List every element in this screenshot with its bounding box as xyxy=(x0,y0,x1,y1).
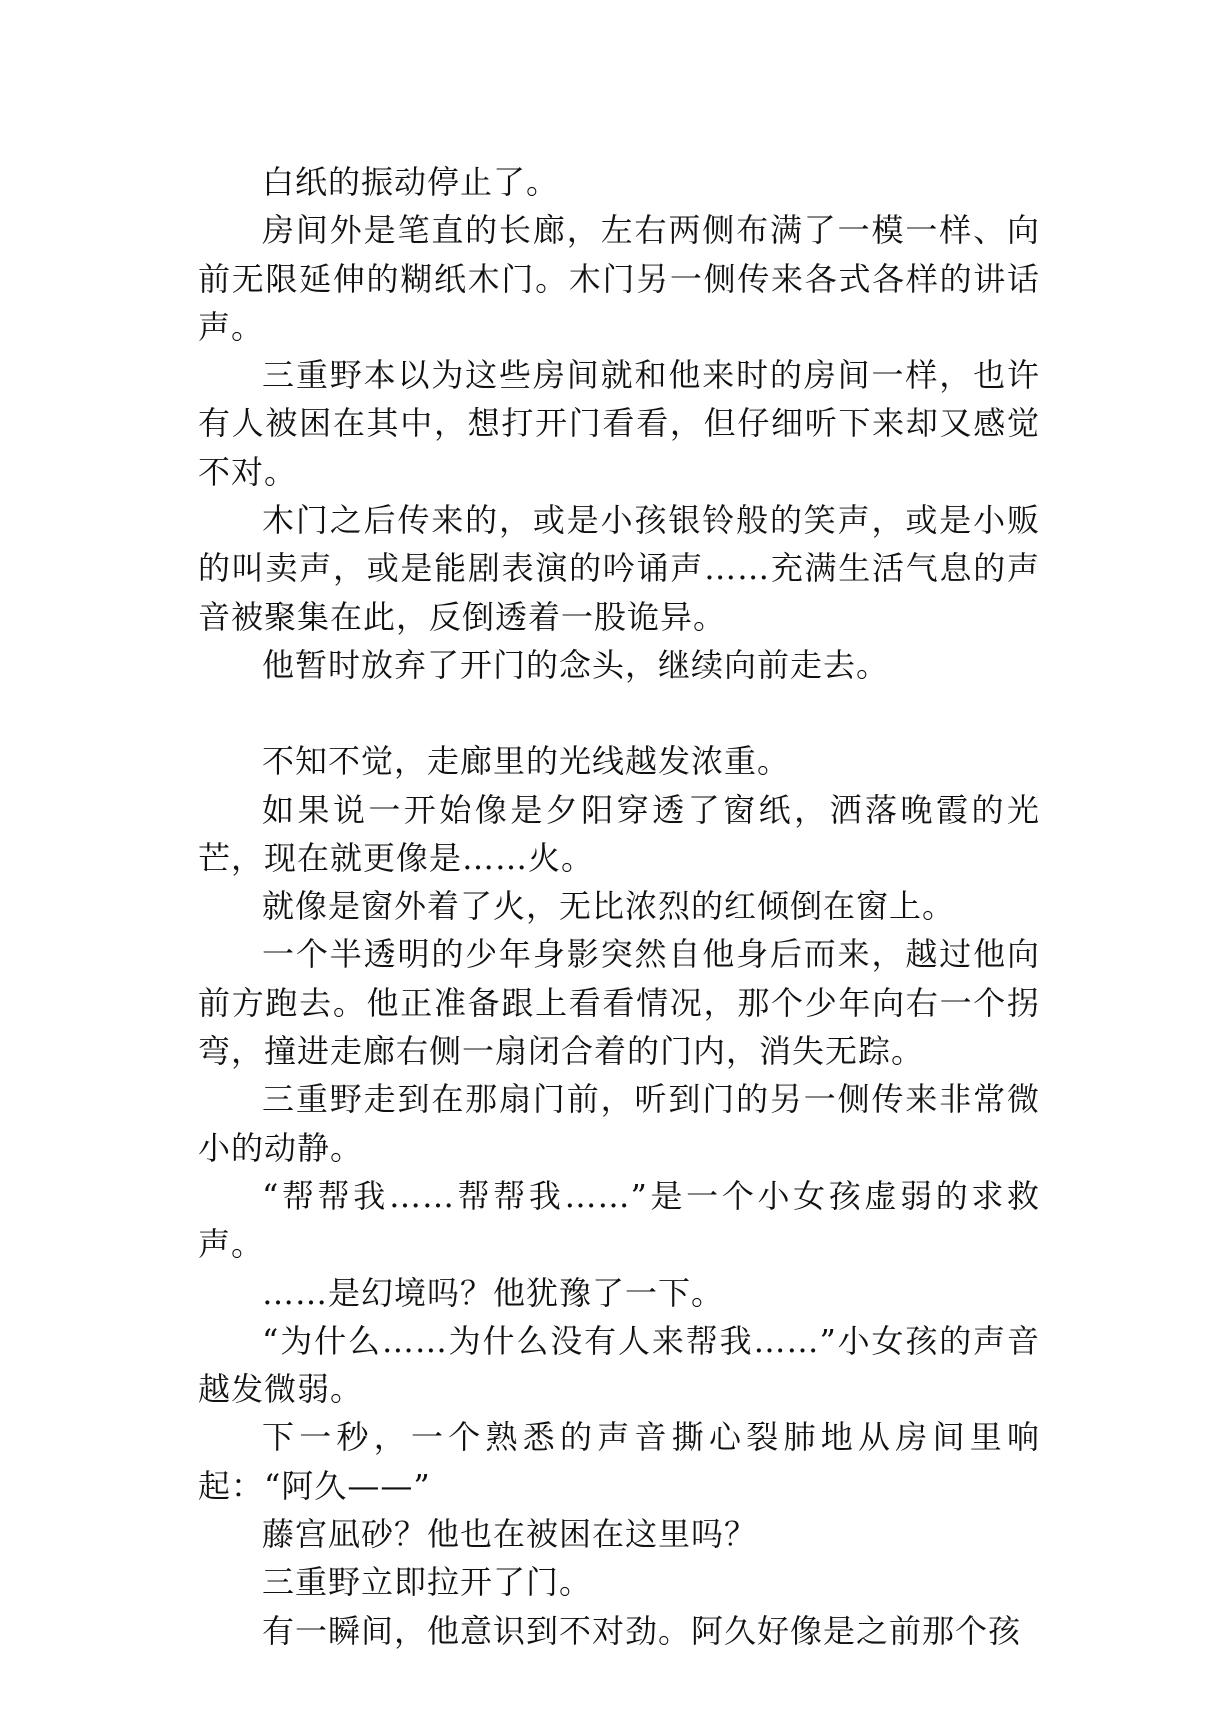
document-page xyxy=(198,158,1040,1655)
paragraph: 三重野立即拉开了门。 xyxy=(262,1563,593,1602)
section-part2 xyxy=(198,737,1040,1655)
paragraph: 房间外是笔直的长廊，左右两侧布满了一模一样、向前无限延伸的糊纸木门。木门另一侧传来各式各样的讲话声。 xyxy=(198,211,1040,346)
paragraph: “为什么……为什么没有人来帮我……”小女孩的声音越发微弱。 xyxy=(198,1321,1040,1409)
paragraph: 藤宫凪砂？他也在被困在这里吗？ xyxy=(262,1515,758,1554)
paragraph: 有一瞬间，他意识到不对劲。阿久好像是之前那个孩 xyxy=(262,1611,1022,1650)
paragraph: ……是幻境吗？他犹豫了一下。 xyxy=(262,1273,725,1312)
paragraph: 三重野本以为这些房间就和他来时的房间一样，也许有人被困在其中，想打开门看看，但仔细听下来却又感觉不对。 xyxy=(198,356,1040,491)
paragraph: 三重野走到在那扇门前，听到门的另一侧传来非常微小的动静。 xyxy=(198,1080,1040,1167)
paragraph: 就像是窗外着了火，无比浓烈的红倾倒在窗上。 xyxy=(262,887,956,926)
section-part1 xyxy=(198,158,1040,689)
paragraph: 木门之后传来的，或是小孩银铃般的笑声，或是小贩的叫卖声，或是能剧表演的吟诵声……充满生活气息的声音被聚集在此，反倒透着一股诡异。 xyxy=(198,501,1040,636)
paragraph: 不知不觉，走廊里的光线越发浓重。 xyxy=(262,742,791,781)
paragraph: 一个半透明的少年身影突然自他身后而来，越过他向前方跑去。他正准备跟上看看情况，那个少年向右一个拐弯，撞进走廊右侧一扇闭合着的门内，消失无踪。 xyxy=(198,935,1040,1071)
paragraph: 他暂时放弃了开门的念头，继续向前走去。 xyxy=(262,645,890,684)
paragraph: “帮帮我……帮帮我……”是一个小女孩虚弱的求救声。 xyxy=(198,1176,1040,1264)
paragraph: 下一秒，一个熟悉的声音撕心裂肺地从房间里响起：“阿久——” xyxy=(198,1418,1040,1505)
paragraph: 如果说一开始像是夕阳穿透了窗纸，洒落晚霞的光芒，现在就更像是……火。 xyxy=(198,790,1040,877)
paragraph: 白纸的振动停止了。 xyxy=(262,163,560,201)
section-break xyxy=(198,689,1040,737)
